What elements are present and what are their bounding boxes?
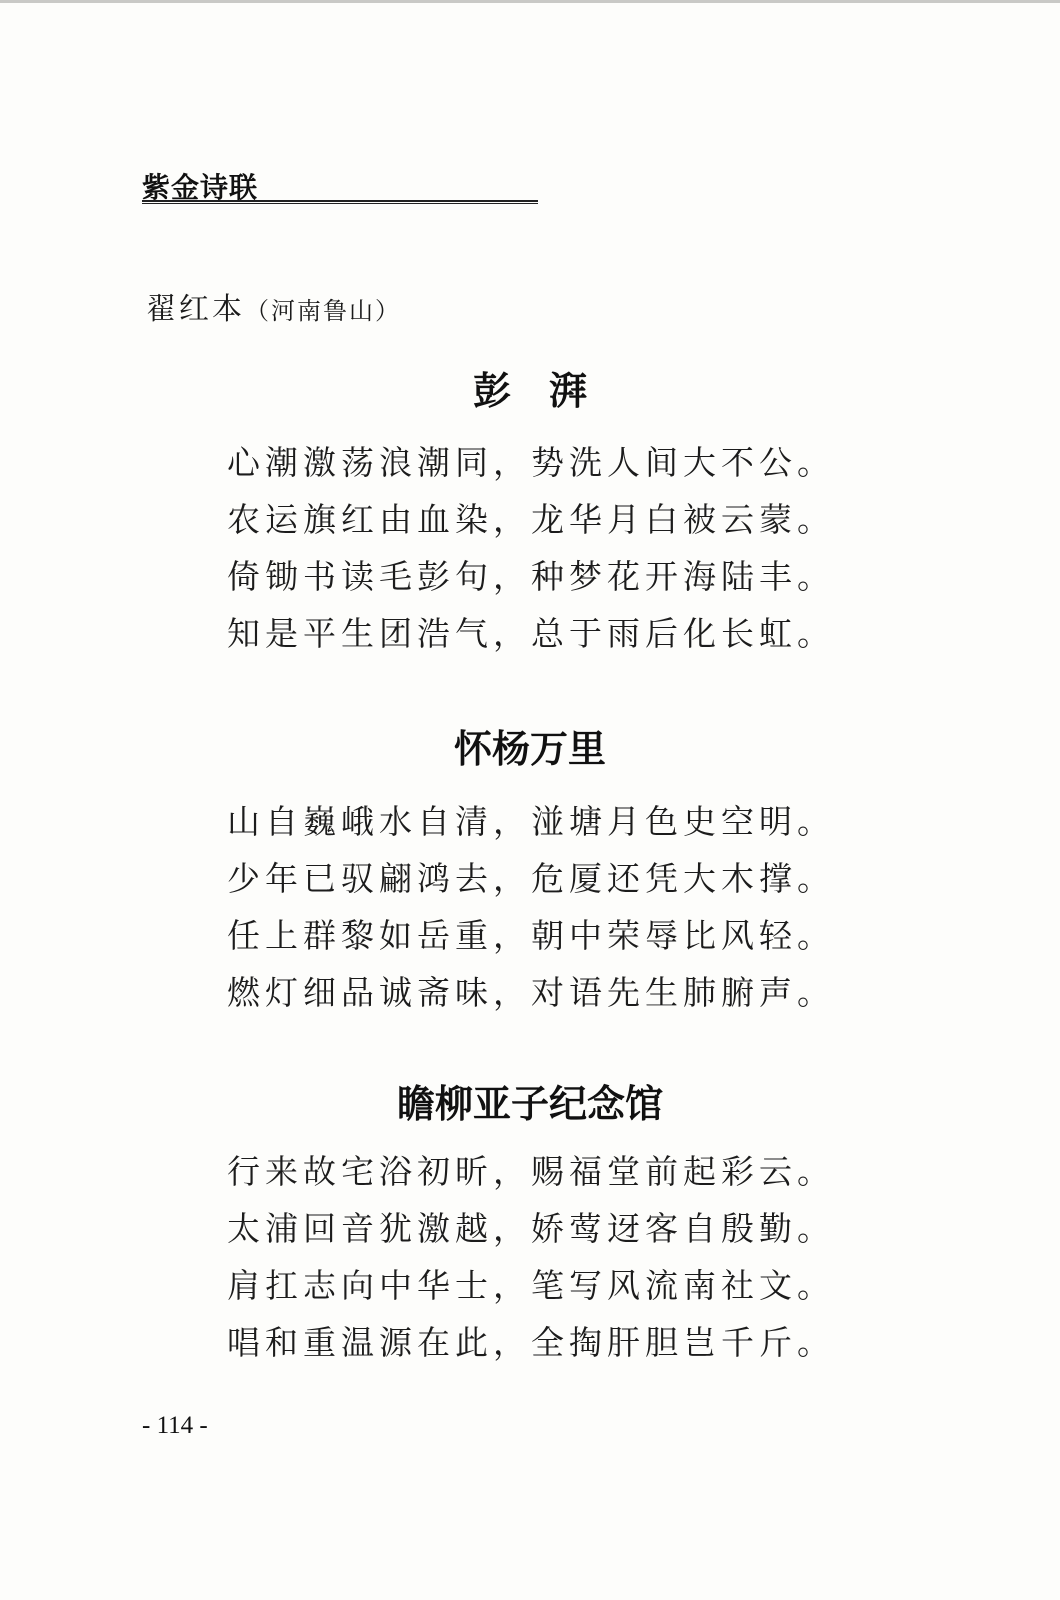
poem-title: 怀杨万里 — [453, 727, 606, 771]
poem-line: 任上群黎如岳重，朝中荣辱比风轻。 — [227, 916, 835, 955]
author-origin: （河南鲁山） — [245, 297, 401, 325]
page-top-edge — [0, 0, 1060, 3]
page-number: - 114 - — [142, 1412, 208, 1439]
poem-title: 瞻柳亚子纪念馆 — [396, 1082, 663, 1126]
poem-line: 肩扛志向中华士，笔写风流南社文。 — [227, 1266, 835, 1305]
poem-line: 燃灯细品诚斋味，对语先生肺腑声。 — [227, 973, 835, 1012]
poem-line: 倚锄书读毛彭句，种梦花开海陆丰。 — [227, 557, 835, 596]
poem-title: 彭 湃 — [472, 369, 587, 413]
author-line — [146, 284, 401, 328]
poem-line: 行来故宅浴初昕，赐福堂前起彩云。 — [227, 1152, 835, 1191]
poem-line: 山自巍峨水自清，湴塘月色史空明。 — [227, 802, 835, 841]
poem-line: 心潮激荡浪潮同，势洗人间大不公。 — [227, 443, 835, 482]
poem-line: 少年已驭翩鸿去，危厦还凭大木撑。 — [227, 859, 835, 898]
poem-line: 农运旗红由血染，龙华月白被云蒙。 — [227, 500, 835, 539]
poem-line: 太浦回音犹激越，娇莺迓客自殷勤。 — [227, 1209, 835, 1248]
poem-body — [227, 1143, 835, 1371]
poem-line: 唱和重温源在此，全掏肝胆岂千斤。 — [227, 1323, 835, 1362]
header-rule — [142, 200, 538, 204]
poem-body — [227, 434, 835, 662]
poem-body — [227, 793, 835, 1021]
poem-line: 知是平生团浩气，总于雨后化长虹。 — [227, 614, 835, 653]
author-name: 翟红本 — [146, 292, 245, 327]
running-header: 紫金诗联 — [142, 171, 259, 204]
